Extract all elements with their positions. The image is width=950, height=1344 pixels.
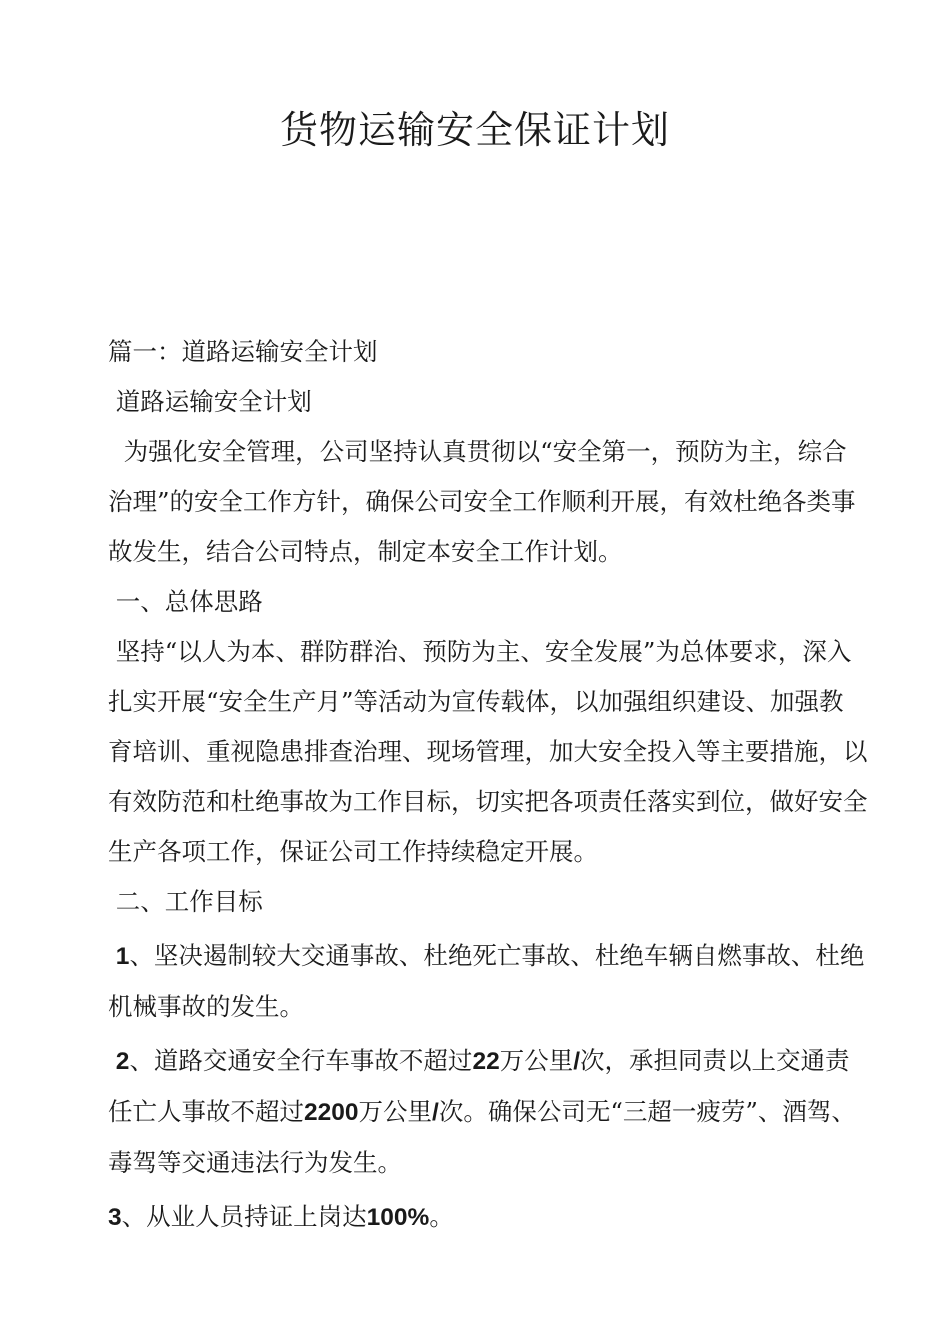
document-title: 货物运输安全保证计划 (279, 108, 670, 152)
document-body (108, 327, 868, 1243)
goal-text: 万公里 (358, 1097, 433, 1126)
section-heading-part-one: 篇一：道路运输安全计划 (108, 337, 378, 366)
goal-slash: / (432, 1099, 439, 1126)
intro-paragraph: 为强化安全管理，公司坚持认真贯彻以“安全第一，预防为主，综合治理”的安全工作方针，确保公司安全工作顺利开展，有效杜绝各类事故发生，结合公司特点，制定本安全工作计划。 (108, 437, 856, 566)
approach-paragraph: 坚持“以人为本、群防群治、预防为主、安全发展”为总体要求，深入扎实开展“安全生产月”等活动为宣传载体，以加强组织建设、加强教育培训、重视隐患排查治理、现场管理，加大安全投入等主要措施，以有效防范和杜绝事故为工作目标，切实把各项责任落实到位，做好安全生产各项工作，保证公司工作持续稳定开展。 (108, 637, 868, 866)
goal-text: 、坚决遏制较大交通事故、杜绝死亡事故、杜绝车辆自燃事故、杜绝机械事故的发生。 (108, 941, 865, 1021)
heading-work-goals: 二、工作目标 (108, 887, 263, 916)
goal-number: 1 (115, 943, 130, 970)
goal-value: 2200 (304, 1099, 359, 1126)
goal-item-1 (108, 931, 868, 1032)
goal-slash: / (573, 1048, 581, 1075)
goal-text: 万公里 (499, 1046, 574, 1075)
goal-value: 100% (366, 1204, 430, 1231)
goal-text: 、从业人员持证上岗达 (121, 1202, 367, 1231)
goal-text: 次。确保公司无“三超一疲劳”、酒驾、毒驾等交通违法行为发生。 (108, 1097, 856, 1177)
goal-number: 2 (115, 1048, 130, 1075)
goal-text: 。 (429, 1202, 454, 1231)
goal-text: 、道路交通安全行车事故不超过 (129, 1046, 473, 1075)
goal-item-2 (108, 1036, 868, 1188)
goal-item-3 (108, 1192, 868, 1243)
goal-text: 次，承担同责以上交通责任亡人事故不超过 (108, 1046, 850, 1126)
subtitle: 道路运输安全计划 (108, 387, 312, 416)
goal-number: 3 (108, 1204, 122, 1231)
goal-value: 22 (472, 1048, 500, 1075)
heading-overall-approach: 一、总体思路 (108, 587, 263, 616)
